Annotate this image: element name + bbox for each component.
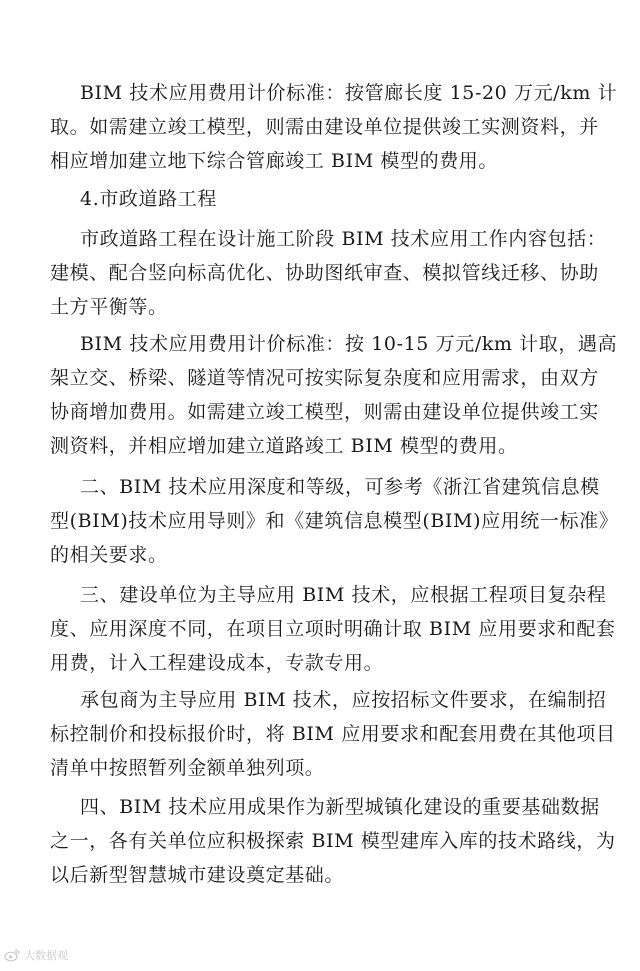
- text-line: BIM 技术应用费用计价标准：按 10-15 万元/km 计取，遇高: [80, 333, 618, 355]
- weibo-icon: [4, 948, 20, 962]
- text-line: 建模、配合竖向标高优化、协助图纸审查、模拟管线迁移、协助: [50, 262, 599, 284]
- text-line: 型(BIM)技术应用导则》和《建筑信息模型(BIM)应用统一标准》: [50, 510, 619, 532]
- text-line: 四、BIM 技术应用成果作为新型城镇化建设的重要基础数据: [80, 796, 600, 818]
- text-line: 用费，计入工程建设成本，专款专用。: [50, 652, 384, 674]
- text-line: 相应增加建立地下综合管廊竣工 BIM 模型的费用。: [50, 150, 499, 172]
- text-line: 协商增加费用。如需建立竣工模型，则需由建设单位提供竣工实: [50, 401, 599, 423]
- text-line: 之一，各有关单位应积极探索 BIM 模型建库入库的技术路线，为: [50, 830, 616, 852]
- paragraph-contractor-led: [50, 683, 616, 785]
- paragraph-road-work-content: [50, 222, 610, 324]
- text-line: 以后新型智慧城市建设奠定基础。: [50, 864, 345, 886]
- text-line: 度、应用深度不同，在项目立项时明确计取 BIM 应用要求和配套: [50, 618, 616, 640]
- watermark-text: 大数据观: [24, 949, 68, 962]
- text-line: 4.市政道路工程: [80, 188, 217, 210]
- text-line: 取。如需建立竣工模型，则需由建设单位提供竣工实测资料，并: [50, 116, 599, 138]
- text-line: BIM 技术应用费用计价标准：按管廊长度 15-20 万元/km 计: [80, 82, 618, 104]
- paragraph-owner-led: [50, 578, 616, 680]
- section-heading-municipal-road: [50, 182, 610, 216]
- watermark: [4, 947, 68, 963]
- text-line: 架立交、桥梁、隧道等情况可按实际复杂度和应用需求，由双方: [50, 367, 599, 389]
- text-line: 承包商为主导应用 BIM 技术，应按招标文件要求，在编制招: [80, 689, 607, 711]
- text-line: 三、建设单位为主导应用 BIM 技术，应根据工程项目复杂程: [80, 584, 607, 606]
- paragraph-results-as-data: [50, 790, 616, 892]
- text-line: 测资料，并相应增加建立道路竣工 BIM 模型的费用。: [50, 435, 518, 457]
- text-line: 土方平衡等。: [50, 296, 168, 318]
- text-line: 市政道路工程在设计施工阶段 BIM 技术应用工作内容包括：: [80, 228, 607, 250]
- text-line: 标控制价和投标报价时，将 BIM 应用要求和配套用费在其他项目: [50, 723, 616, 745]
- paragraph-depth-and-level: [50, 470, 619, 572]
- text-line: 二、BIM 技术应用深度和等级，可参考《浙江省建筑信息模: [80, 476, 600, 498]
- paragraph-road-fee: [50, 327, 618, 463]
- text-line: 清单中按照暂列金额单独列项。: [50, 757, 325, 779]
- paragraph-pipe-gallery-fee: [50, 76, 618, 178]
- text-line: 的相关要求。: [50, 544, 168, 566]
